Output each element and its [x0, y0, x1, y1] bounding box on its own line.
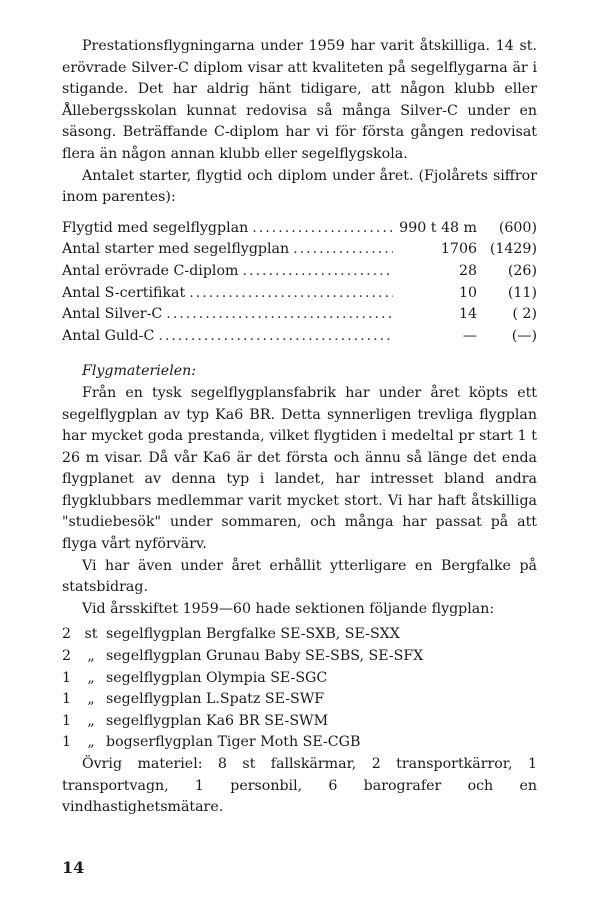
page-number: 14: [62, 858, 85, 877]
stats-value: 10: [458, 284, 477, 301]
leader-dots: [189, 283, 393, 305]
stats-row: [62, 218, 537, 240]
stats-row: [62, 283, 537, 305]
stats-label: Antal starter med segelflygplan: [62, 241, 290, 258]
leader-dots: [166, 304, 393, 326]
stats-row: [62, 239, 537, 261]
stats-previous: ( 2): [512, 306, 537, 323]
aircraft-description: bogserflygplan Tiger Moth SE-CGB: [106, 734, 361, 751]
stats-label: Flygtid med segelflygplan: [62, 219, 249, 236]
aircraft-unit: „: [87, 691, 95, 708]
stats-previous: (600): [498, 219, 537, 236]
list-item: [62, 732, 537, 754]
leader-dots: [158, 326, 393, 348]
stats-row: [62, 261, 537, 283]
stats-value: —: [462, 327, 477, 344]
stats-previous: (1429): [489, 241, 537, 258]
stats-previous: (—): [511, 327, 537, 344]
material-paragraph-3: Vid årsskiftet 1959—60 hade sektionen följande flygplan:: [82, 600, 495, 617]
leader-dots: [252, 218, 393, 240]
stats-label: Antal S-certifikat: [62, 284, 186, 301]
stats-previous: (26): [507, 262, 537, 279]
aircraft-unit: „: [87, 648, 95, 665]
other-material-paragraph: Övrig materiel: 8 st fallskärmar, 2 transportkärror, 1 transportvagn, 1 personbil, 6 barografer och en vindhastighetsmätare.: [62, 756, 537, 816]
aircraft-description: segelflygplan Olympia SE-SGC: [106, 669, 328, 686]
page-body: [62, 36, 537, 819]
stats-table: [62, 218, 537, 348]
aircraft-unit: „: [87, 669, 95, 686]
stats-value: 1706: [440, 241, 477, 258]
section-heading: Flygmaterielen:: [82, 363, 197, 380]
material-paragraph-1: Från en tysk segelflygplansfabrik har under året köpts ett segelflygplan av typ Ka6 BR. Detta synnerligen trevliga flygplan har mycket goda prestanda, vilket flygtiden i medeltal pr start 1 t 26 m visar. Då vår Ka6 är det första och ännu så länge det enda flygplanet av denna typ i landet, har intresset bland andra flygklubbars medlemmar varit mycket stort. Vi har haft åtskilliga "studiebesök" under sommaren, och många har passat på att flyga vårt nyförvärv.: [62, 384, 537, 553]
leader-dots: [242, 261, 393, 283]
stats-previous: (11): [507, 284, 537, 301]
aircraft-count: 1: [62, 712, 72, 729]
aircraft-unit: st: [84, 626, 98, 643]
list-item: [62, 711, 537, 733]
aircraft-list: [62, 624, 537, 754]
stats-label: Antal Guld-C: [62, 327, 155, 344]
leader-dots: [293, 239, 393, 261]
stats-value: 28: [458, 262, 477, 279]
stats-label: Antal Silver-C: [62, 306, 163, 323]
list-item: [62, 624, 537, 646]
stats-value: 990 t 48 m: [399, 219, 477, 236]
stats-row: [62, 304, 537, 326]
aircraft-count: 1: [62, 669, 72, 686]
aircraft-unit: „: [87, 734, 95, 751]
stats-row: [62, 326, 537, 348]
stats-value: 14: [458, 306, 477, 323]
aircraft-description: segelflygplan Grunau Baby SE-SBS, SE-SFX: [106, 648, 424, 665]
list-item: [62, 646, 537, 668]
stats-intro-paragraph: Antalet starter, flygtid och diplom under året. (Fjolårets siffror inom parentes):: [62, 167, 537, 206]
aircraft-description: segelflygplan L.Spatz SE-SWF: [106, 691, 325, 708]
aircraft-count: 2: [62, 626, 72, 643]
aircraft-count: 2: [62, 648, 72, 665]
aircraft-unit: „: [87, 712, 95, 729]
material-paragraph-2: Vi har även under året erhållit ytterligare en Bergfalke på statsbidrag.: [62, 557, 537, 596]
aircraft-description: segelflygplan Bergfalke SE-SXB, SE-SXX: [106, 626, 400, 643]
stats-label: Antal erövrade C-diplom: [62, 262, 239, 279]
aircraft-description: segelflygplan Ka6 BR SE-SWM: [106, 712, 329, 729]
list-item: [62, 689, 537, 711]
aircraft-count: 1: [62, 734, 72, 751]
intro-paragraph: Prestationsflygningarna under 1959 har varit åtskilliga. 14 st. erövrade Silver-C diplom visar att kvaliteten på segelflygarna är i stigande. Det har aldrig hänt tidigare, att någon klubb eller Ållebergsskolan kunnat redovisa så många Silver-C under en säsong. Beträffande C-diplom har vi för första gången redovisat flera än någon annan klubb eller segelflygskola.: [62, 38, 537, 162]
aircraft-count: 1: [62, 691, 72, 708]
list-item: [62, 668, 537, 690]
